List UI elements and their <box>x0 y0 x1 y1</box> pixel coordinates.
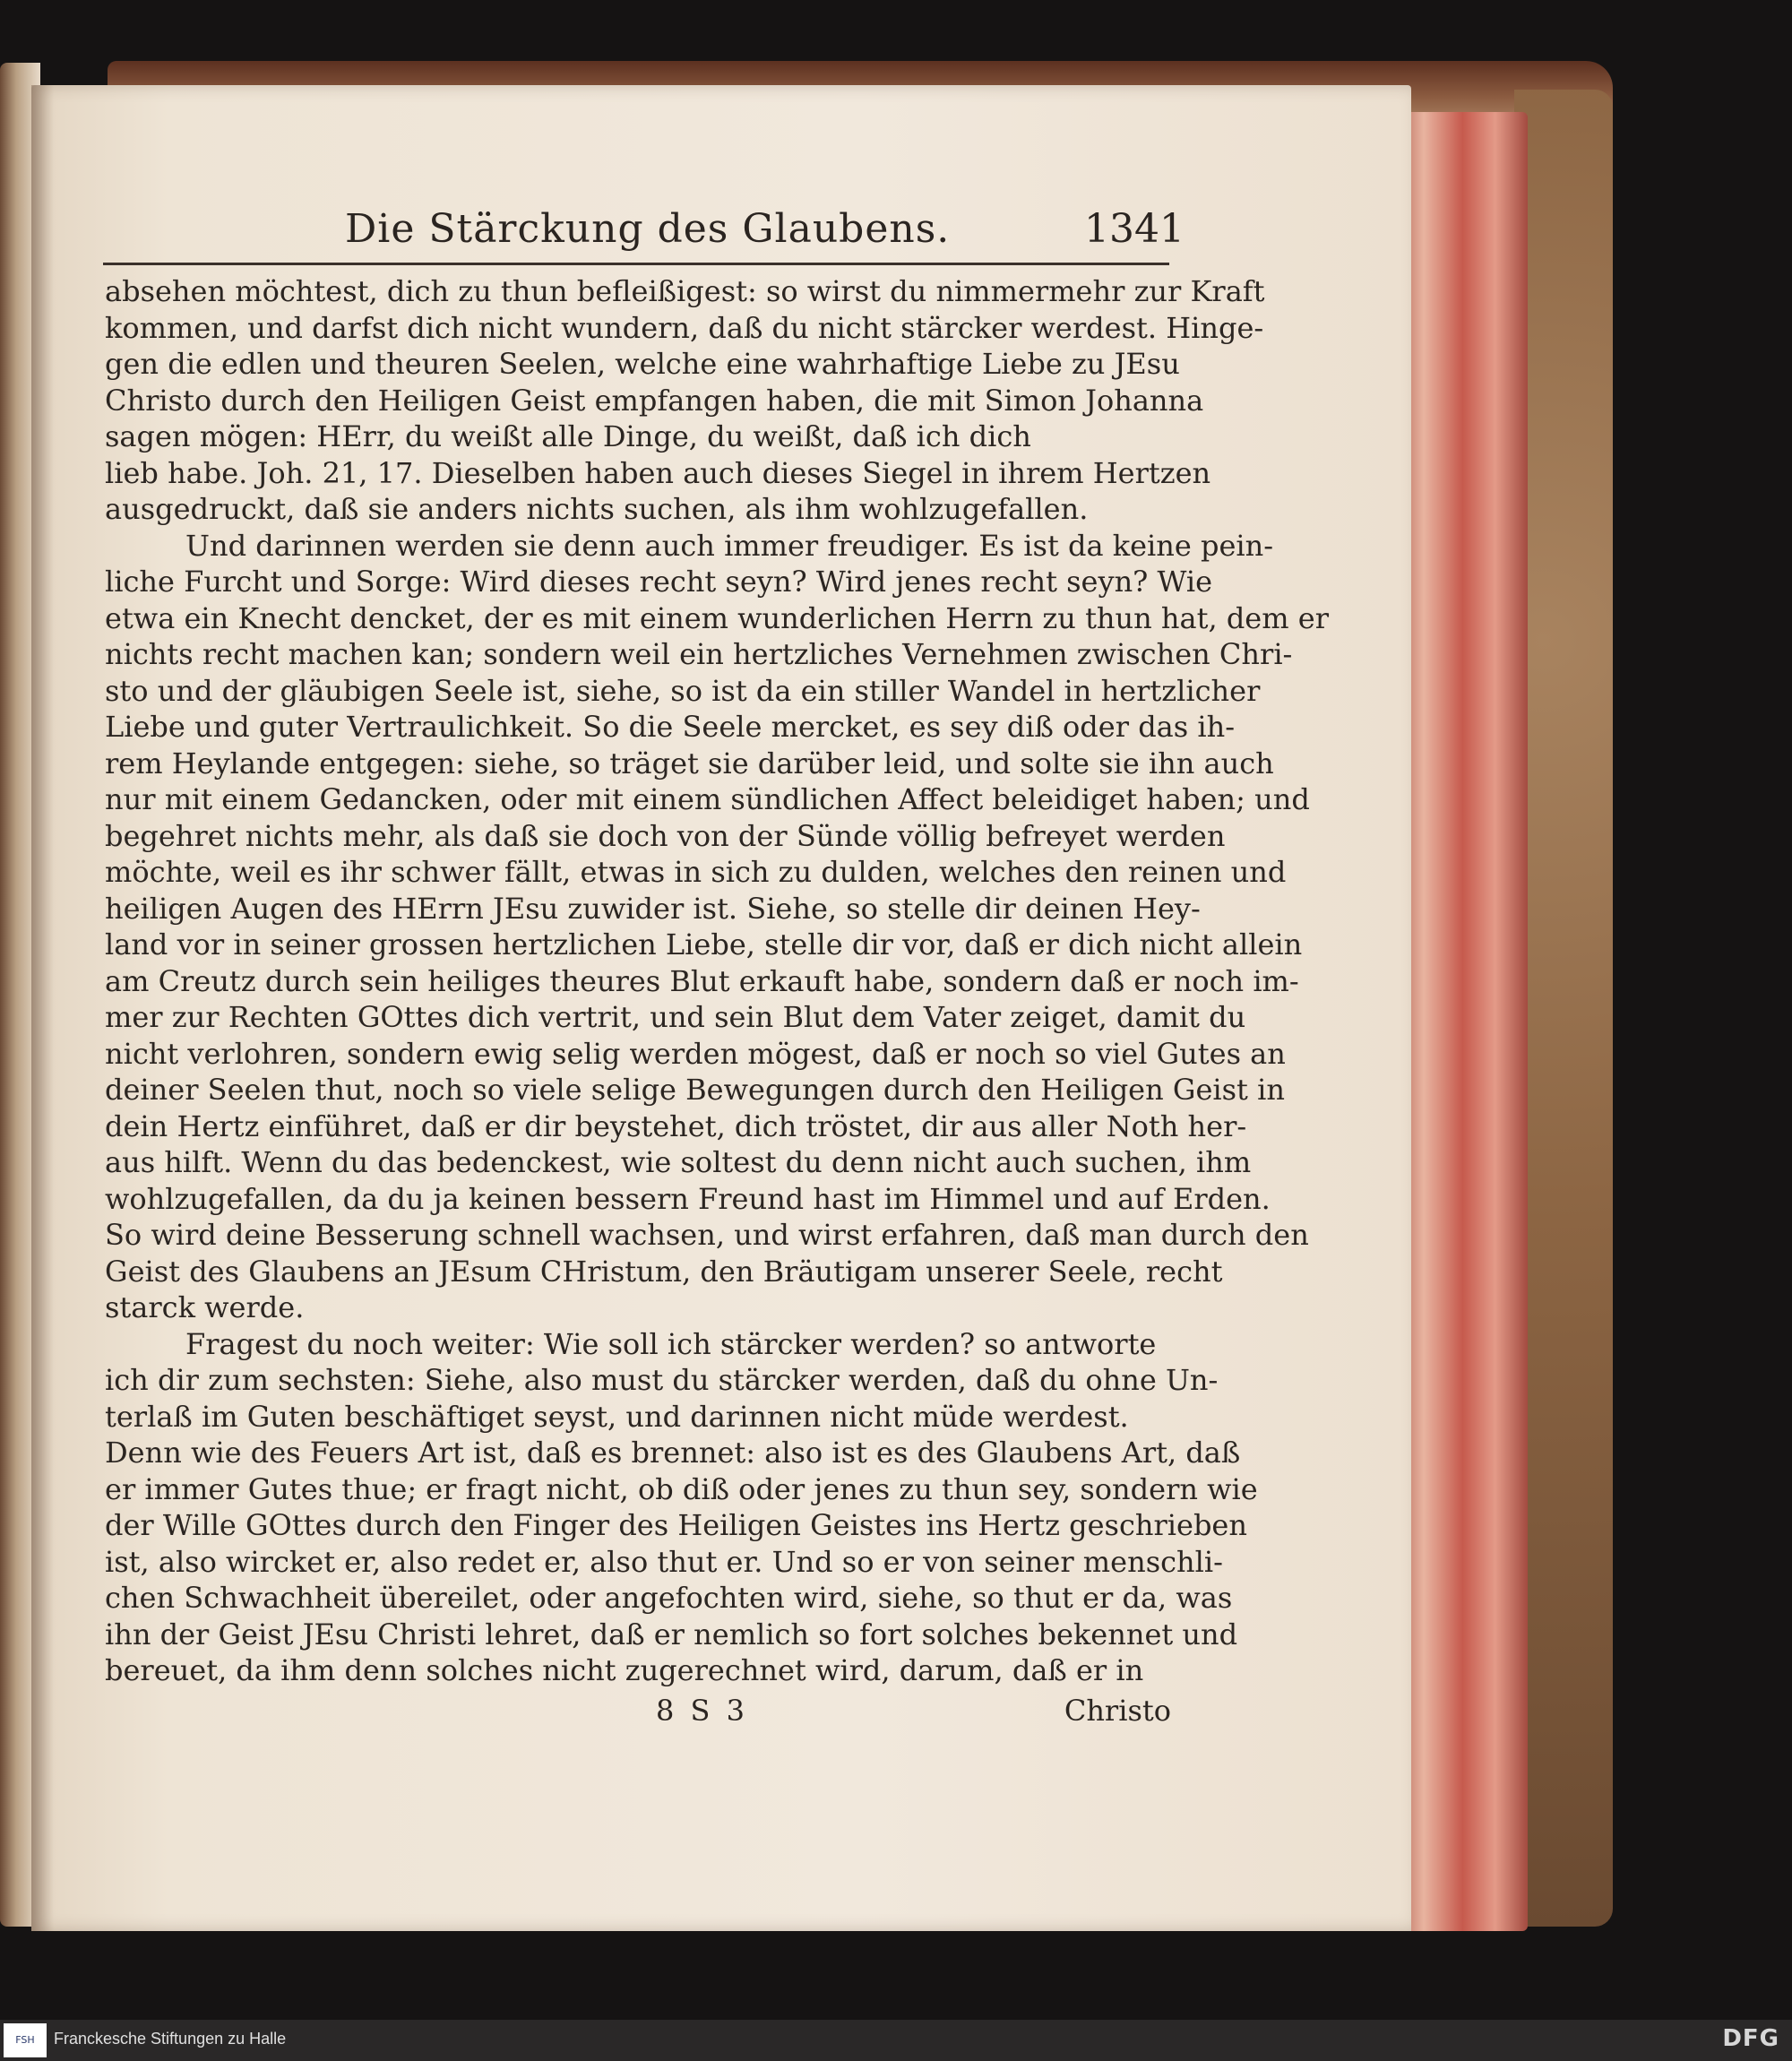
text-line: heiligen Augen des HErrn JEsu zuwider ist. Siehe, so stelle dir deinen Hey- <box>105 891 1201 926</box>
text-line: er immer Gutes thue; er fragt nicht, ob diß oder jenes zu thun sey, sondern wie <box>105 1471 1258 1506</box>
text-line: ihn der Geist JEsu Christi lehret, daß er nemlich so fort solches bekennet und <box>105 1617 1238 1651</box>
header-rule <box>103 263 1169 265</box>
text-line: etwa ein Knecht dencket, der es mit einem wunderlichen Herrn zu thun hat, dem er <box>105 600 1329 635</box>
text-line: nicht verlohren, sondern ewig selig werden mögest, daß er noch so viel Gutes an <box>105 1036 1286 1071</box>
text-line: Geist des Glaubens an JEsum CHristum, den Bräutigam unserer Seele, recht <box>105 1254 1223 1289</box>
text-line: lieb habe. Joh. 21, 17. Dieselben haben auch dieses Siegel in ihrem Hertzen <box>105 455 1211 490</box>
text-line: starck werde. <box>105 1290 305 1324</box>
text-line: So wird deine Besserung schnell wachsen, und wirst erfahren, daß man durch den <box>105 1218 1309 1252</box>
running-head <box>103 206 1185 260</box>
text-line: deiner Seelen thut, noch so viele selige Bewegungen durch den Heiligen Geist in <box>105 1073 1285 1107</box>
text-line: land vor in seiner grossen hertzlichen Liebe, stelle dir vor, daß er dich nicht allein <box>105 927 1303 962</box>
text-line: kommen, und darfst dich nicht wundern, daß du nicht stärcker werdest. Hinge- <box>105 310 1264 345</box>
text-line: rem Heylande entgegen: siehe, so träget sie darüber leid, und solte sie ihn auch <box>105 746 1274 780</box>
text-line: absehen möchtest, dich zu thun befleißigest: so wirst du nimmermehr zur Kraft <box>105 274 1265 308</box>
book-cover-right <box>1514 90 1613 1927</box>
body-text <box>105 273 1329 1689</box>
text-line: nur mit einem Gedancken, oder mit einem sündlichen Affect beleidiget haben; und <box>105 782 1310 816</box>
text-line: dein Hertz einführet, daß er dir beystehet, dich tröstet, dir aus aller Noth her- <box>105 1108 1247 1143</box>
text-line: bereuet, da ihm denn solches nicht zugerechnet wird, darum, daß er in <box>105 1653 1144 1687</box>
text-line: Denn wie des Feuers Art ist, daß es brennet: also ist es des Glaubens Art, daß <box>105 1436 1241 1470</box>
text-line: begehret nichts mehr, als daß sie doch von der Sünde völlig befreyet werden <box>105 818 1226 853</box>
text-line: aus hilft. Wenn du das bedenckest, wie soltest du denn nicht auch suchen, ihm <box>105 1145 1252 1179</box>
text-line: chen Schwachheit übereilet, oder angefochten wird, siehe, so thut er da, was <box>105 1581 1233 1615</box>
text-line: terlaß im Guten beschäftiget seyst, und darinnen nicht müde werdest. <box>105 1399 1129 1434</box>
catchword: Christo <box>1064 1694 1171 1728</box>
text-line: ich dir zum sechsten: Siehe, also must du stärcker werden, daß du ohne Un- <box>105 1363 1219 1397</box>
text-line: der Wille GOttes durch den Finger des Heiligen Geistes ins Hertz geschrieben <box>105 1508 1247 1542</box>
page-footer <box>105 1694 1171 1734</box>
institution-name[interactable]: Franckesche Stiftungen zu Halle <box>54 2030 287 2048</box>
text-line: am Creutz durch sein heiliges theures Blut erkauft habe, sondern daß er noch im- <box>105 963 1299 998</box>
gutter-shadow <box>31 85 54 1931</box>
text-line: liche Furcht und Sorge: Wird dieses recht seyn? Wird jenes recht seyn? Wie <box>105 565 1212 599</box>
text-line: sto und der gläubigen Seele ist, siehe, so ist da ein stiller Wandel in hertzlicher <box>105 673 1261 708</box>
text-line: möchte, weil es ihr schwer fällt, etwas in sich zu dulden, welches den reinen und <box>105 855 1287 889</box>
text-line: gen die edlen und theuren Seelen, welche eine wahrhaftige Liebe zu JEsu <box>105 347 1180 381</box>
text-line: mer zur Rechten GOttes dich vertrit, und sein Blut dem Vater zeiget, damit du <box>105 1000 1246 1034</box>
text-line: Christo durch den Heiligen Geist empfangen haben, die mit Simon Johanna <box>105 383 1204 418</box>
dfg-logo: DFG <box>1722 2025 1779 2052</box>
institution-logo-icon: FSH <box>4 2023 47 2057</box>
text-line: ist, also wircket er, also redet er, also thut er. Und so er von seiner menschli- <box>105 1544 1223 1579</box>
viewer-footer-bar <box>0 2020 1792 2061</box>
running-title: Die Stärckung des Glaubens. <box>345 206 951 252</box>
page-number: 1341 <box>1084 206 1185 252</box>
text-line: Liebe und guter Vertraulichkeit. So die Seele mercket, es sey diß oder das ih- <box>105 710 1235 744</box>
signature-mark: 8 S 3 <box>656 1694 748 1728</box>
text-line: nichts recht machen kan; sondern weil ein hertzliches Vernehmen zwischen Chri- <box>105 637 1293 671</box>
text-line: sagen mögen: HErr, du weißt alle Dinge, du weißt, daß ich dich <box>105 419 1031 453</box>
paragraph-start-line: Fragest du noch weiter: Wie soll ich stärcker werden? so antworte <box>185 1326 1157 1361</box>
paragraph-start-line: Und darinnen werden sie denn auch immer freudiger. Es ist da keine pein- <box>185 528 1274 563</box>
text-line: ausgedruckt, daß sie anders nichts suchen, als ihm wohlzugefallen. <box>105 492 1089 526</box>
text-line: wohlzugefallen, da du ja keinen bessern Freund hast im Himmel und auf Erden. <box>105 1181 1271 1216</box>
page-edges-red <box>1398 112 1528 1931</box>
